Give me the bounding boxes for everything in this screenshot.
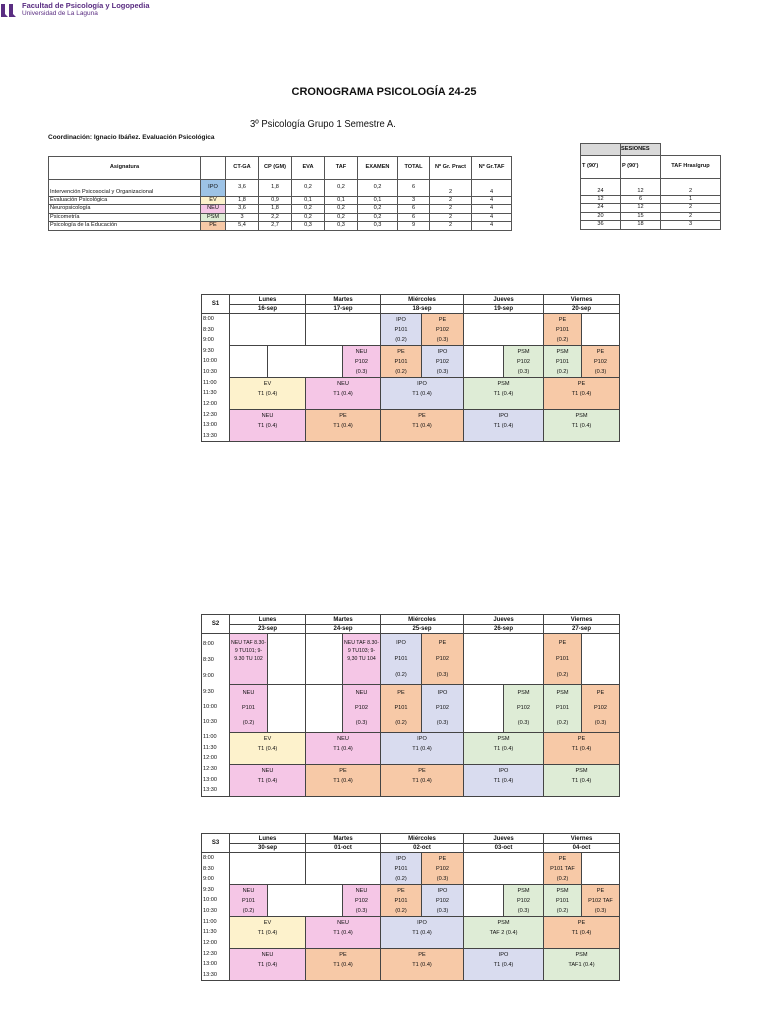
sessions-taf: 2 bbox=[661, 212, 721, 220]
sessions-p: 6 bbox=[621, 196, 661, 204]
class-ev-t1: EV T1 (0.4) bbox=[230, 917, 306, 949]
class-neu-t1: NEU T1 (0.4) bbox=[230, 410, 306, 442]
class-ipo-t1: IPO T1 (0.4) bbox=[464, 949, 544, 981]
day-name: Miércoles bbox=[381, 834, 464, 844]
eva-value: 0,2 bbox=[292, 180, 325, 197]
day-name: Martes bbox=[306, 615, 381, 625]
class-pe-p101: PE P101 (0.2) bbox=[544, 314, 582, 346]
sessions-row bbox=[581, 221, 721, 229]
time-slot: 9:30 10:00 10:30 bbox=[202, 346, 230, 378]
subject-code: EV bbox=[201, 197, 226, 205]
class-psm-taf2: PSM TAF 2 (0.4) bbox=[464, 917, 544, 949]
class-pe-p102: PE P102 (0.3) bbox=[422, 853, 464, 885]
gr-pract-value: 2 bbox=[430, 213, 472, 221]
total-value: 6 bbox=[398, 205, 430, 213]
exam-value: 0,2 bbox=[358, 180, 398, 197]
class-ipo-p102: IPO P102 (0.3) bbox=[422, 684, 464, 732]
eva-value: 0,2 bbox=[292, 213, 325, 221]
class-pe-p102: PE P102 (0.3) bbox=[422, 634, 464, 685]
day-name: Miércoles bbox=[381, 295, 464, 305]
exam-value: 0,2 bbox=[358, 205, 398, 213]
day-name: Viernes bbox=[544, 834, 620, 844]
class-pe-p101: PE P101 (0.2) bbox=[544, 634, 582, 685]
class-psm-t1: PSM T1 (0.4) bbox=[544, 764, 620, 796]
sessions-row bbox=[581, 212, 721, 220]
cp-value: 0,9 bbox=[259, 197, 292, 205]
logo-faculty-name: Facultad de Psicología y Logopedia bbox=[22, 1, 150, 10]
gr-pract-value: 2 bbox=[430, 197, 472, 205]
empty-slot bbox=[230, 314, 306, 346]
class-pe-p101: PE P101 (0.2) bbox=[381, 684, 422, 732]
day-name: Viernes bbox=[544, 615, 620, 625]
cp-value: 1,8 bbox=[259, 180, 292, 197]
day-name: Martes bbox=[306, 295, 381, 305]
sessions-t: 24 bbox=[581, 204, 621, 212]
subject-code: PSM bbox=[201, 213, 226, 221]
day-name: Martes bbox=[306, 834, 381, 844]
taf-value: 0,2 bbox=[325, 205, 358, 213]
class-pe-p102: PE P102 (0.3) bbox=[422, 314, 464, 346]
class-psm-t1: PSM T1 (0.4) bbox=[464, 378, 544, 410]
class-pe-t1: PE T1 (0.4) bbox=[306, 764, 381, 796]
class-ipo-t1: IPO T1 (0.4) bbox=[464, 410, 544, 442]
sessions-row bbox=[581, 179, 721, 196]
page-subtitle: 3º Psicología Grupo 1 Semestre A. bbox=[250, 118, 396, 130]
empty-slot bbox=[230, 853, 306, 885]
day-name: Jueves bbox=[464, 295, 544, 305]
subject-name: Evaluación Psicológica bbox=[49, 197, 201, 205]
class-neu-t1: NEU T1 (0.4) bbox=[230, 949, 306, 981]
eva-value: 0,2 bbox=[292, 205, 325, 213]
header-code bbox=[201, 157, 226, 180]
sessions-p: 12 bbox=[621, 179, 661, 196]
subject-name: Neuropsicología bbox=[49, 205, 201, 213]
empty-slot bbox=[582, 634, 620, 685]
sessions-title: SESIONES bbox=[621, 144, 661, 156]
week-label: S1 bbox=[202, 295, 230, 314]
class-ev-t1: EV T1 (0.4) bbox=[230, 732, 306, 764]
time-slot: 8:00 8:30 9:00 bbox=[202, 634, 230, 685]
day-date: 27-sep bbox=[544, 625, 620, 634]
day-date: 17-sep bbox=[306, 305, 381, 314]
time-slot: 11:00 11:30 12:00 bbox=[202, 732, 230, 764]
cp-value: 2,2 bbox=[259, 213, 292, 221]
time-slot: 12:30 13:00 13:30 bbox=[202, 764, 230, 796]
day-name: Viernes bbox=[544, 295, 620, 305]
ull-logo-icon bbox=[0, 2, 18, 18]
sessions-p: 18 bbox=[621, 221, 661, 229]
empty-slot bbox=[464, 314, 544, 346]
sessions-t: 20 bbox=[581, 212, 621, 220]
day-name: Jueves bbox=[464, 834, 544, 844]
class-neu-p101: NEU P101 (0.2) bbox=[230, 684, 268, 732]
class-ipo-p101: IPO P101 (0.2) bbox=[381, 314, 422, 346]
empty-slot bbox=[306, 314, 381, 346]
gr-taf-value: 4 bbox=[472, 213, 512, 221]
coordination-note: Coordinación: Ignacio Ibáñez. Evaluación Psicológica bbox=[48, 134, 215, 141]
time-slot: 9:30 10:00 10:30 bbox=[202, 885, 230, 917]
class-neu-p102: NEU P102 (0.3) bbox=[343, 346, 381, 378]
ct-value: 1,8 bbox=[226, 197, 259, 205]
exam-value: 0,3 bbox=[358, 222, 398, 230]
header-taf: TAF bbox=[325, 157, 358, 180]
day-date: 19-sep bbox=[464, 305, 544, 314]
class-pe-p102-taf: PE P102 TAF (0.3) bbox=[582, 885, 620, 917]
class-pe-t1: PE T1 (0.4) bbox=[544, 732, 620, 764]
taf-value: 0,1 bbox=[325, 197, 358, 205]
ct-value: 5,4 bbox=[226, 222, 259, 230]
day-date: 26-sep bbox=[464, 625, 544, 634]
sessions-t: 36 bbox=[581, 221, 621, 229]
sessions-row bbox=[581, 204, 721, 212]
week-schedule-s2 bbox=[201, 614, 620, 797]
day-date: 04-oct bbox=[544, 844, 620, 853]
day-name: Lunes bbox=[230, 834, 306, 844]
time-slot: 9:30 10:00 10:30 bbox=[202, 684, 230, 732]
total-value: 6 bbox=[398, 180, 430, 197]
empty-slot bbox=[306, 684, 343, 732]
page-title: CRONOGRAMA PSICOLOGÍA 24-25 bbox=[291, 86, 477, 98]
time-slot bbox=[202, 314, 230, 346]
day-name: Lunes bbox=[230, 295, 306, 305]
exam-value: 0,2 bbox=[358, 213, 398, 221]
subject-name: Psicología de la Educación bbox=[49, 222, 201, 230]
sessions-t: 24 bbox=[581, 179, 621, 196]
header-ct-ga: CT-GA bbox=[226, 157, 259, 180]
class-ipo-p102: IPO P102 (0.3) bbox=[422, 346, 464, 378]
class-pe-p101-taf: PE P101 TAF (0.2) bbox=[544, 853, 582, 885]
gr-taf-value: 4 bbox=[472, 197, 512, 205]
day-date: 01-oct bbox=[306, 844, 381, 853]
empty-slot bbox=[464, 634, 544, 685]
class-pe-t1: PE T1 (0.4) bbox=[306, 410, 381, 442]
class-psm-taf1: PSM TAF1 (0.4) bbox=[544, 949, 620, 981]
empty-slot bbox=[306, 634, 343, 685]
exam-value: 0,1 bbox=[358, 197, 398, 205]
class-pe-p102: PE P102 (0.3) bbox=[582, 346, 620, 378]
subjects-table bbox=[48, 156, 512, 231]
empty-slot bbox=[464, 853, 544, 885]
class-ipo-t1: IPO T1 (0.4) bbox=[381, 732, 464, 764]
day-date: 20-sep bbox=[544, 305, 620, 314]
class-pe-p101: PE P101 (0.2) bbox=[381, 885, 422, 917]
header-gr-taf: Nº Gr.TAF bbox=[472, 157, 512, 180]
class-ipo-t1: IPO T1 (0.4) bbox=[381, 378, 464, 410]
gr-taf-value: 4 bbox=[472, 222, 512, 230]
gr-pract-value: 2 bbox=[430, 205, 472, 213]
week-label: S2 bbox=[202, 615, 230, 634]
gr-taf-value: 4 bbox=[472, 205, 512, 213]
taf-value: 0,2 bbox=[325, 213, 358, 221]
total-value: 3 bbox=[398, 197, 430, 205]
time-slot: 11:00 11:30 12:00 bbox=[202, 917, 230, 949]
total-value: 9 bbox=[398, 222, 430, 230]
class-pe-t1: PE T1 (0.4) bbox=[544, 917, 620, 949]
class-neu-t1: NEU T1 (0.4) bbox=[306, 917, 381, 949]
class-psm-p101: PSM P101 (0.2) bbox=[544, 885, 582, 917]
empty-slot bbox=[464, 346, 504, 378]
class-neu-t1: NEU T1 (0.4) bbox=[306, 732, 381, 764]
time-label: 8:30 bbox=[203, 326, 214, 333]
empty-slot bbox=[268, 885, 343, 917]
subject-row-neu bbox=[49, 205, 512, 213]
subject-name: Psicometría bbox=[49, 213, 201, 221]
gr-pract-value: 2 bbox=[430, 222, 472, 230]
class-ipo-p102: IPO P102 (0.3) bbox=[422, 885, 464, 917]
class-psm-p102: PSM P102 (0.3) bbox=[504, 684, 544, 732]
sessions-header-taf: TAF Hras/grup bbox=[661, 156, 721, 179]
class-ipo-p101: IPO P101 (0.2) bbox=[381, 634, 422, 685]
class-neu-p101: NEU P101 (0.2) bbox=[230, 885, 268, 917]
class-neu-p102: NEU P102 (0.3) bbox=[343, 885, 381, 917]
day-date: 18-sep bbox=[381, 305, 464, 314]
class-psm-p101: PSM P101 (0.2) bbox=[544, 346, 582, 378]
subject-code: PE bbox=[201, 222, 226, 230]
eva-value: 0,1 bbox=[292, 197, 325, 205]
ct-value: 3,6 bbox=[226, 180, 259, 197]
day-date: 30-sep bbox=[230, 844, 306, 853]
subject-code: IPO bbox=[201, 180, 226, 197]
header-eva: EVA bbox=[292, 157, 325, 180]
sessions-p: 15 bbox=[621, 212, 661, 220]
time-label: 8:00 bbox=[203, 316, 214, 322]
empty-slot bbox=[268, 346, 343, 378]
week-schedule-s1 bbox=[201, 294, 620, 442]
class-psm-p102: PSM P102 (0.3) bbox=[504, 885, 544, 917]
day-name: Jueves bbox=[464, 615, 544, 625]
time-slot: 12:30 13:00 13:30 bbox=[202, 410, 230, 442]
class-pe-t1: PE T1 (0.4) bbox=[306, 949, 381, 981]
logo-university-name: Universidad de La Laguna bbox=[22, 10, 98, 17]
time-slot: 11:00 11:30 12:00 bbox=[202, 378, 230, 410]
header-cp-gm: CP (GM) bbox=[259, 157, 292, 180]
header-gr-pract: Nº Gr. Pract bbox=[430, 157, 472, 180]
taf-value: 0,2 bbox=[325, 180, 358, 197]
sessions-taf: 2 bbox=[661, 204, 721, 212]
empty-slot bbox=[582, 853, 620, 885]
class-ipo-p101: IPO P101 (0.2) bbox=[381, 853, 422, 885]
subject-code: NEU bbox=[201, 205, 226, 213]
class-pe-t1: PE T1 (0.4) bbox=[381, 949, 464, 981]
empty-slot bbox=[306, 853, 381, 885]
sessions-taf: 3 bbox=[661, 221, 721, 229]
class-psm-t1: PSM T1 (0.4) bbox=[544, 410, 620, 442]
cp-value: 1,8 bbox=[259, 205, 292, 213]
class-pe-t1: PE T1 (0.4) bbox=[544, 378, 620, 410]
day-date: 24-sep bbox=[306, 625, 381, 634]
sessions-table bbox=[580, 143, 721, 230]
sessions-header-t: T (90') bbox=[581, 156, 621, 179]
empty-slot bbox=[268, 634, 306, 685]
time-slot: 8:00 8:30 9:00 bbox=[202, 853, 230, 885]
ct-value: 3 bbox=[226, 213, 259, 221]
class-neu-t1: NEU T1 (0.4) bbox=[230, 764, 306, 796]
empty-slot bbox=[464, 684, 504, 732]
empty-slot bbox=[230, 346, 268, 378]
sessions-header-p: P (90') bbox=[621, 156, 661, 179]
gr-taf-value: 4 bbox=[472, 180, 512, 197]
subject-row-ev bbox=[49, 197, 512, 205]
time-label: 9:00 bbox=[203, 337, 214, 343]
class-pe-p102: PE P102 (0.3) bbox=[582, 684, 620, 732]
neu-taf-slot: NEU TAF 8.30-9 TU103; 9-9,30 TU 104 bbox=[343, 634, 381, 685]
week-schedule-s3 bbox=[201, 833, 620, 981]
time-slot: 12:30 13:00 13:30 bbox=[202, 949, 230, 981]
class-pe-t1: PE T1 (0.4) bbox=[381, 764, 464, 796]
subject-row-ipo bbox=[49, 180, 512, 197]
header-total: TOTAL bbox=[398, 157, 430, 180]
day-date: 16-sep bbox=[230, 305, 306, 314]
empty-slot bbox=[464, 885, 504, 917]
class-ipo-t1: IPO T1 (0.4) bbox=[381, 917, 464, 949]
class-ipo-t1: IPO T1 (0.4) bbox=[464, 764, 544, 796]
gr-pract-value: 2 bbox=[430, 180, 472, 197]
subject-row-pe bbox=[49, 222, 512, 230]
subject-row-psm bbox=[49, 213, 512, 221]
day-date: 23-sep bbox=[230, 625, 306, 634]
day-date: 02-oct bbox=[381, 844, 464, 853]
faculty-logo bbox=[0, 0, 200, 24]
subject-name: Intervención Psicosocial y Organizacional bbox=[49, 180, 201, 197]
day-date: 03-oct bbox=[464, 844, 544, 853]
day-name: Lunes bbox=[230, 615, 306, 625]
sessions-row bbox=[581, 196, 721, 204]
class-psm-p102: PSM P102 (0.3) bbox=[504, 346, 544, 378]
ct-value: 3,6 bbox=[226, 205, 259, 213]
eva-value: 0,3 bbox=[292, 222, 325, 230]
class-neu-p102: NEU P102 (0.3) bbox=[343, 684, 381, 732]
header-examen: EXAMEN bbox=[358, 157, 398, 180]
taf-value: 0,3 bbox=[325, 222, 358, 230]
class-psm-p101: PSM P101 (0.2) bbox=[544, 684, 582, 732]
sessions-t: 12 bbox=[581, 196, 621, 204]
day-date: 25-sep bbox=[381, 625, 464, 634]
sessions-taf: 2 bbox=[661, 179, 721, 196]
class-neu-t1: NEU T1 (0.4) bbox=[306, 378, 381, 410]
total-value: 6 bbox=[398, 213, 430, 221]
sessions-taf: 1 bbox=[661, 196, 721, 204]
neu-taf-slot: NEU TAF 8.30-9 TU101; 9-9.30 TU 102 bbox=[230, 634, 268, 685]
cp-value: 2,7 bbox=[259, 222, 292, 230]
day-name: Miércoles bbox=[381, 615, 464, 625]
header-asignatura: Asignatura bbox=[49, 157, 201, 180]
class-psm-t1: PSM T1 (0.4) bbox=[464, 732, 544, 764]
sessions-p: 12 bbox=[621, 204, 661, 212]
week-label: S3 bbox=[202, 834, 230, 853]
class-pe-p101: PE P101 (0.2) bbox=[381, 346, 422, 378]
class-ev-t1: EV T1 (0.4) bbox=[230, 378, 306, 410]
subjects-header-row bbox=[49, 157, 512, 180]
class-pe-t1: PE T1 (0.4) bbox=[381, 410, 464, 442]
empty-slot bbox=[268, 684, 306, 732]
empty-slot bbox=[582, 314, 620, 346]
